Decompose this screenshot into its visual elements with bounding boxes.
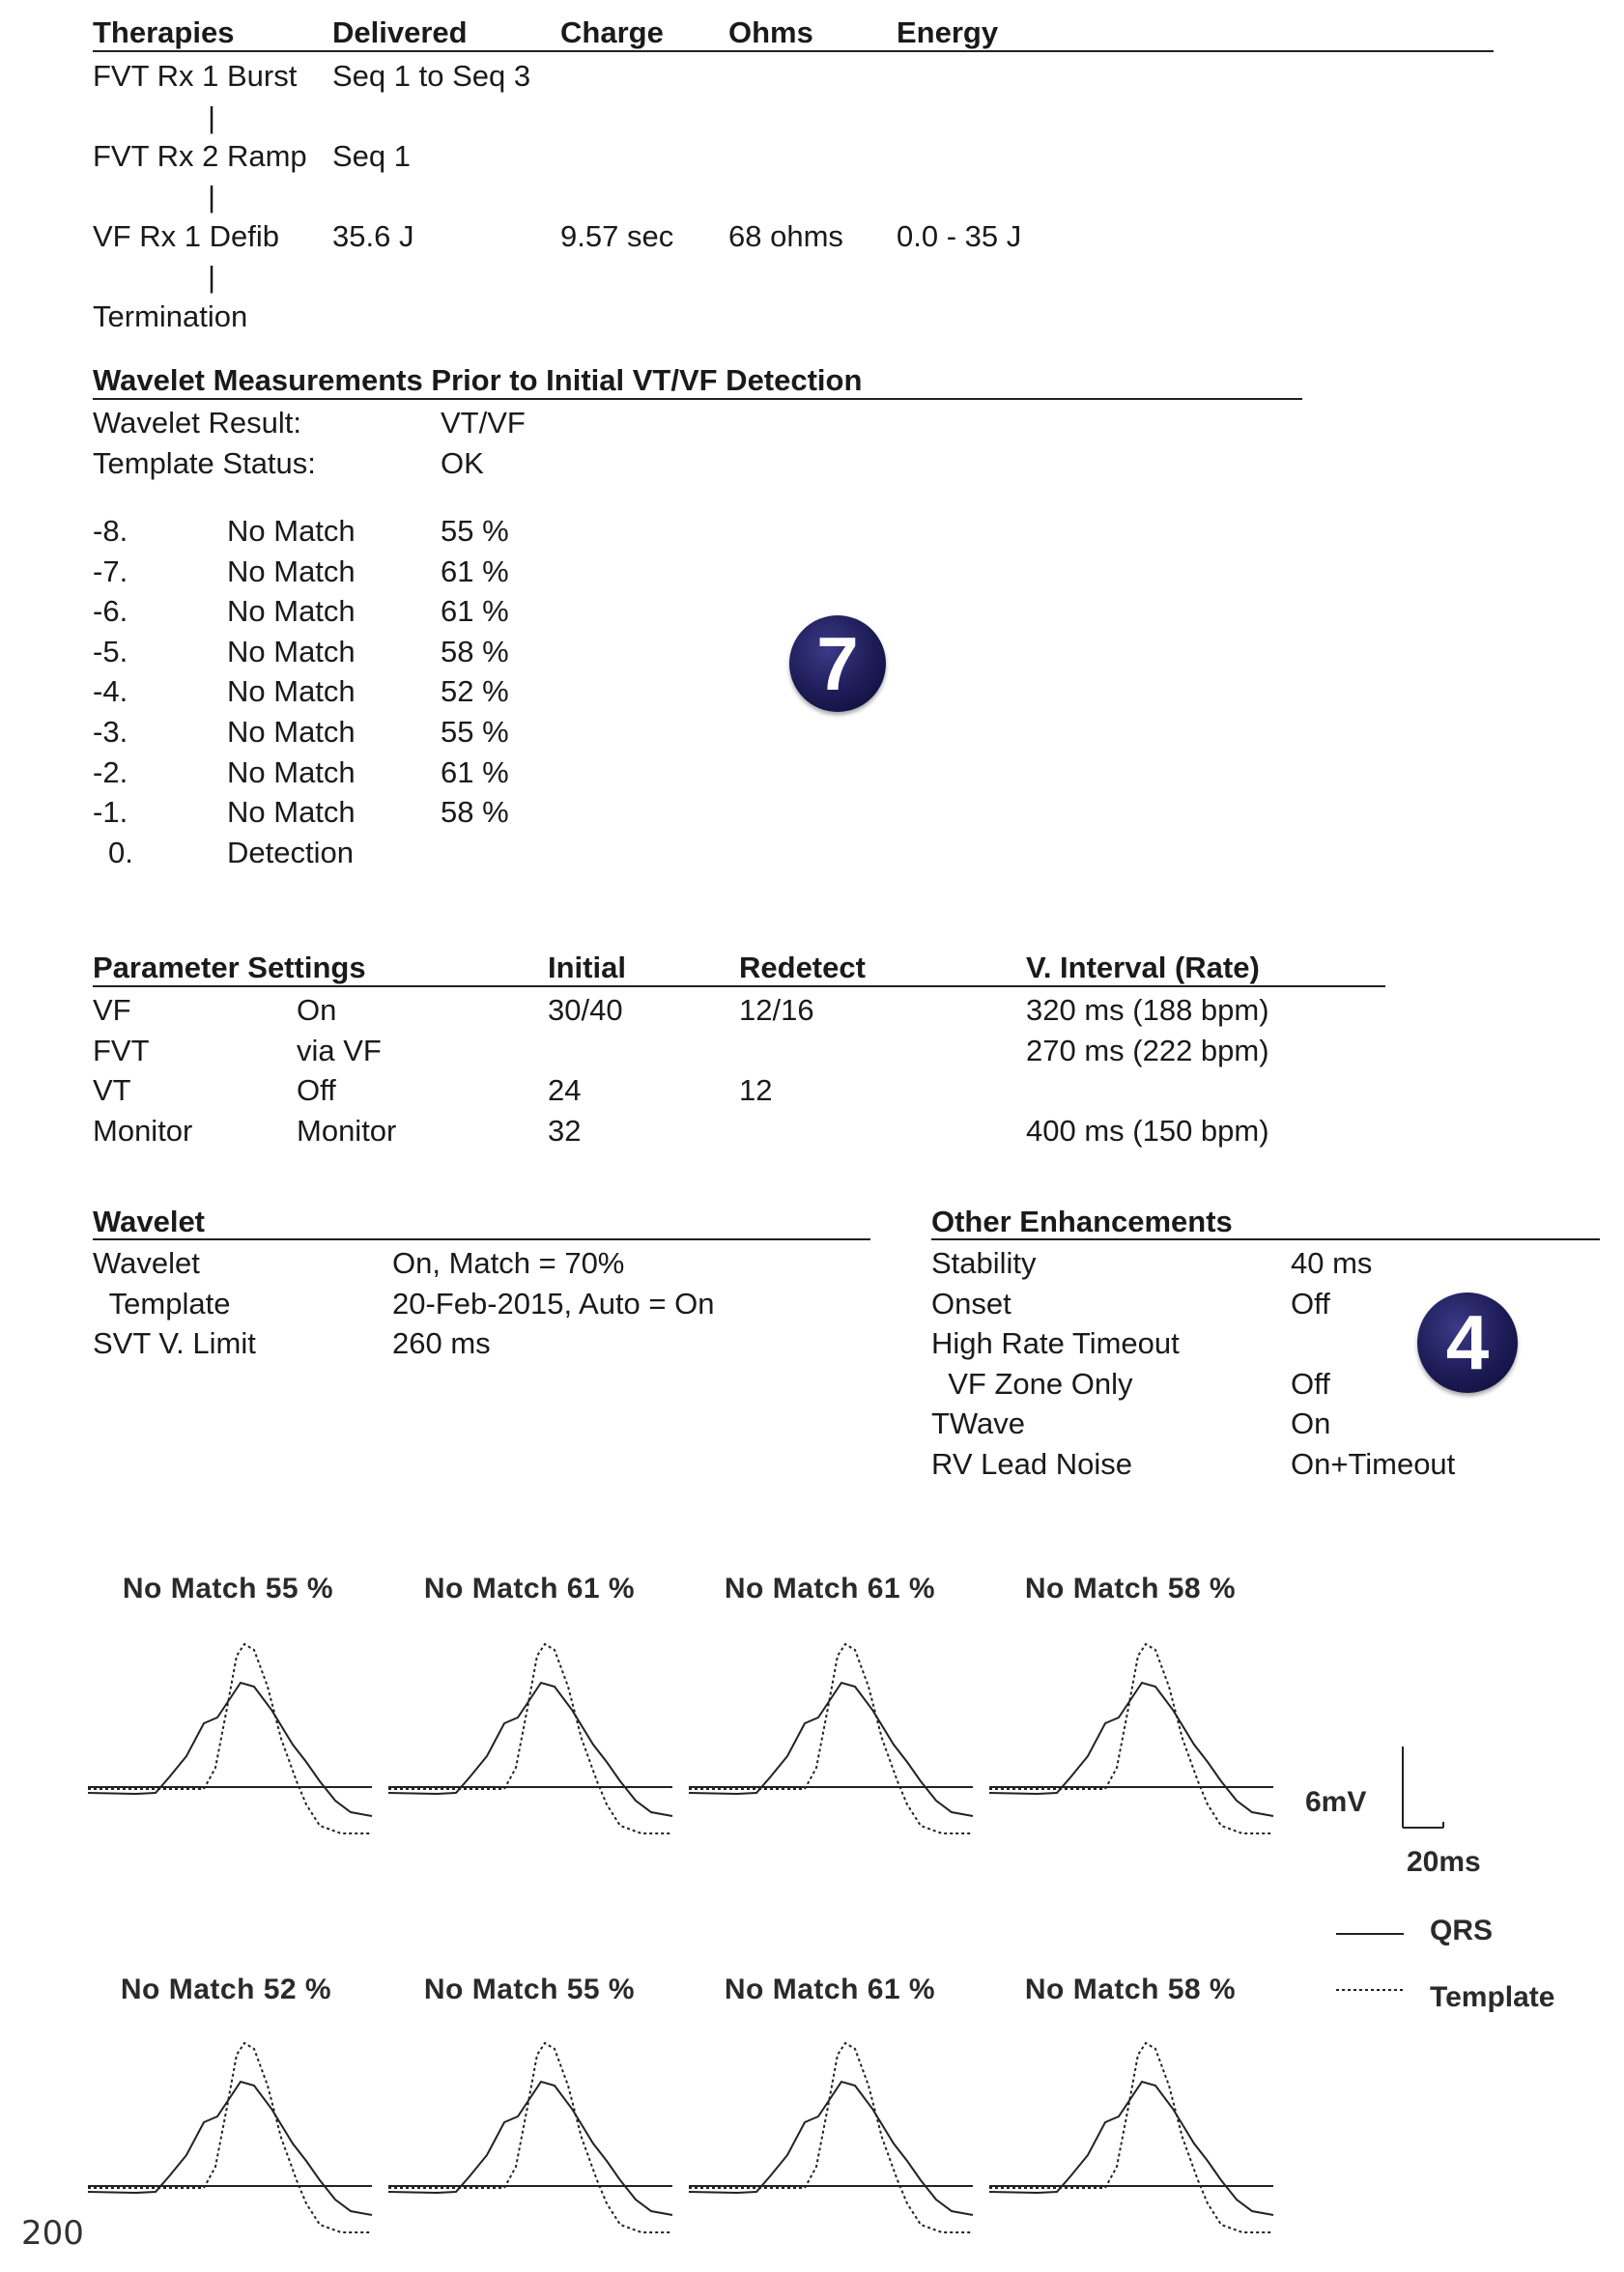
- enhancement-value: On+Timeout: [1291, 1446, 1456, 1481]
- therapies-header: Therapies: [93, 15, 235, 49]
- waveform-title: No Match 58 %: [1024, 1974, 1237, 2005]
- waveform-trace: [388, 2043, 672, 2232]
- scale-time-label: 20ms: [1407, 1846, 1481, 1878]
- page-number: 200: [21, 2214, 84, 2253]
- parameter-interval: 400 ms (150 bpm): [1026, 1113, 1269, 1148]
- enhancement-label: Onset: [931, 1286, 1011, 1321]
- enhancement-label: RV Lead Noise: [931, 1446, 1132, 1481]
- measurement-index: -6.: [93, 594, 128, 629]
- waveform-trace: [88, 1644, 372, 1833]
- parameter-redetect: 12: [739, 1073, 773, 1107]
- delivered-header: Delivered: [332, 15, 468, 49]
- measurement-status: No Match: [227, 674, 356, 709]
- wavelet-settings-title: Wavelet: [93, 1205, 206, 1238]
- enhancement-value: On: [1291, 1406, 1331, 1440]
- measurement-percent: 61 %: [441, 554, 509, 588]
- wavelet-setting-value: On, Match = 70%: [392, 1246, 625, 1280]
- enhancement-value: Off: [1291, 1286, 1330, 1321]
- legend-qrs-label: QRS: [1430, 1915, 1494, 1946]
- measurement-status: No Match: [227, 754, 356, 789]
- waveform-row-1: [88, 1644, 1273, 1833]
- measurement-percent: 52 %: [441, 674, 509, 709]
- measurement-percent: 55 %: [441, 514, 509, 548]
- therapy-charge: 9.57 sec: [560, 219, 674, 253]
- waveform-row-2: [88, 2043, 1273, 2232]
- waveform-title: No Match 61 %: [724, 1573, 936, 1605]
- parameter-zone: VT: [93, 1073, 131, 1107]
- measurement-index: -1.: [93, 795, 128, 830]
- energy-header: Energy: [897, 15, 999, 49]
- waveform-trace: [989, 1644, 1273, 1833]
- badge-number: 4: [1445, 1299, 1490, 1385]
- scale-voltage-label: 6mV: [1305, 1786, 1367, 1818]
- therapy-termination: Termination: [93, 299, 248, 333]
- waveform-title: No Match 61 %: [423, 1573, 636, 1605]
- therapy-name: FVT Rx 2 Ramp: [93, 139, 307, 173]
- therapy-delivered: Seq 1 to Seq 3: [332, 59, 531, 93]
- enhancement-label: VF Zone Only: [931, 1366, 1133, 1401]
- parameter-initial: 32: [548, 1113, 582, 1148]
- scale-bar: [1403, 1747, 1443, 1828]
- waveform-trace: [689, 1644, 973, 1833]
- measurement-status: No Match: [227, 554, 356, 588]
- measurement-percent: 58 %: [441, 795, 509, 830]
- parameter-zone: VF: [93, 993, 131, 1027]
- waveform-trace: [689, 2043, 973, 2232]
- wavelet-setting-label: Template: [93, 1286, 231, 1321]
- therapy-delivered: 35.6 J: [332, 219, 414, 253]
- parameter-setting: via VF: [297, 1033, 382, 1067]
- measurement-status: No Match: [227, 634, 356, 668]
- measurement-status: No Match: [227, 514, 356, 548]
- other-enhancements-title: Other Enhancements: [931, 1205, 1233, 1238]
- measurement-status: Detection: [227, 835, 354, 869]
- measurement-percent: 61 %: [441, 754, 509, 789]
- therapy-connector: |: [208, 180, 216, 213]
- template-status-value: OK: [441, 446, 484, 480]
- enhancement-value: 40 ms: [1291, 1246, 1373, 1280]
- parameter-zone: Monitor: [93, 1113, 193, 1148]
- measurement-index: -2.: [93, 754, 128, 789]
- legend-template-label: Template: [1430, 1981, 1555, 2013]
- enhancement-label: TWave: [931, 1406, 1026, 1440]
- measurement-index: -8.: [93, 514, 128, 548]
- parameter-interval: 270 ms (222 bpm): [1026, 1033, 1269, 1067]
- therapy-energy: 0.0 - 35 J: [897, 219, 1022, 253]
- charge-header: Charge: [560, 15, 664, 49]
- wavelet-measurements-title: Wavelet Measurements Prior to Initial VT/VF Detection: [93, 363, 863, 397]
- therapy-name: VF Rx 1 Defib: [93, 219, 279, 253]
- waveform-title: No Match 55 %: [122, 1573, 334, 1605]
- template-status-label: Template Status:: [93, 446, 316, 480]
- parameter-setting: Monitor: [297, 1113, 397, 1148]
- redetect-header: Redetect: [739, 951, 866, 984]
- waveform-title: No Match 55 %: [423, 1974, 636, 2005]
- waveform-trace: [388, 1644, 672, 1833]
- therapy-name: FVT Rx 1 Burst: [93, 59, 298, 93]
- measurement-index: -4.: [93, 674, 128, 709]
- enhancement-value: Off: [1291, 1366, 1330, 1401]
- waveform-title: No Match 61 %: [724, 1974, 936, 2005]
- parameter-setting: On: [297, 993, 337, 1027]
- wavelet-setting-value: 260 ms: [392, 1326, 491, 1360]
- enhancement-label: High Rate Timeout: [931, 1326, 1180, 1360]
- initial-header: Initial: [548, 951, 626, 984]
- badge-number: 7: [816, 621, 859, 706]
- waveform-trace: [88, 2043, 372, 2232]
- waveform-title: No Match 52 %: [120, 1974, 332, 2005]
- parameter-initial: 30/40: [548, 993, 623, 1027]
- interval-header: V. Interval (Rate): [1026, 951, 1260, 984]
- waveform-trace: [989, 2043, 1273, 2232]
- wavelet-result-label: Wavelet Result:: [93, 406, 301, 440]
- measurement-index: -7.: [93, 554, 128, 588]
- parameter-zone: FVT: [93, 1033, 150, 1067]
- parameter-interval: 320 ms (188 bpm): [1026, 993, 1269, 1027]
- wavelet-setting-label: SVT V. Limit: [93, 1326, 256, 1360]
- measurement-index: -3.: [93, 715, 128, 749]
- parameter-initial: 24: [548, 1073, 582, 1107]
- therapy-ohms: 68 ohms: [728, 219, 843, 253]
- parameter-settings-header: Parameter Settings: [93, 951, 366, 984]
- measurement-status: No Match: [227, 795, 356, 830]
- measurement-status: No Match: [227, 594, 356, 629]
- therapy-delivered: Seq 1: [332, 139, 412, 173]
- waveform-title: No Match 58 %: [1024, 1573, 1237, 1605]
- parameter-setting: Off: [297, 1073, 336, 1107]
- measurement-percent: 55 %: [441, 715, 509, 749]
- therapy-connector: |: [208, 100, 216, 134]
- wavelet-setting-label: Wavelet: [93, 1246, 200, 1280]
- wavelet-result-value: VT/VF: [441, 406, 526, 440]
- wavelet-setting-value: 20-Feb-2015, Auto = On: [392, 1286, 715, 1321]
- enhancement-label: Stability: [931, 1246, 1037, 1280]
- measurement-status: No Match: [227, 715, 356, 749]
- parameter-redetect: 12/16: [739, 993, 814, 1027]
- therapy-connector: |: [208, 260, 216, 294]
- measurement-index: -5.: [93, 634, 128, 668]
- measurement-index: 0.: [108, 835, 133, 869]
- measurement-percent: 58 %: [441, 634, 509, 668]
- ohms-header: Ohms: [728, 15, 813, 49]
- measurement-percent: 61 %: [441, 594, 509, 629]
